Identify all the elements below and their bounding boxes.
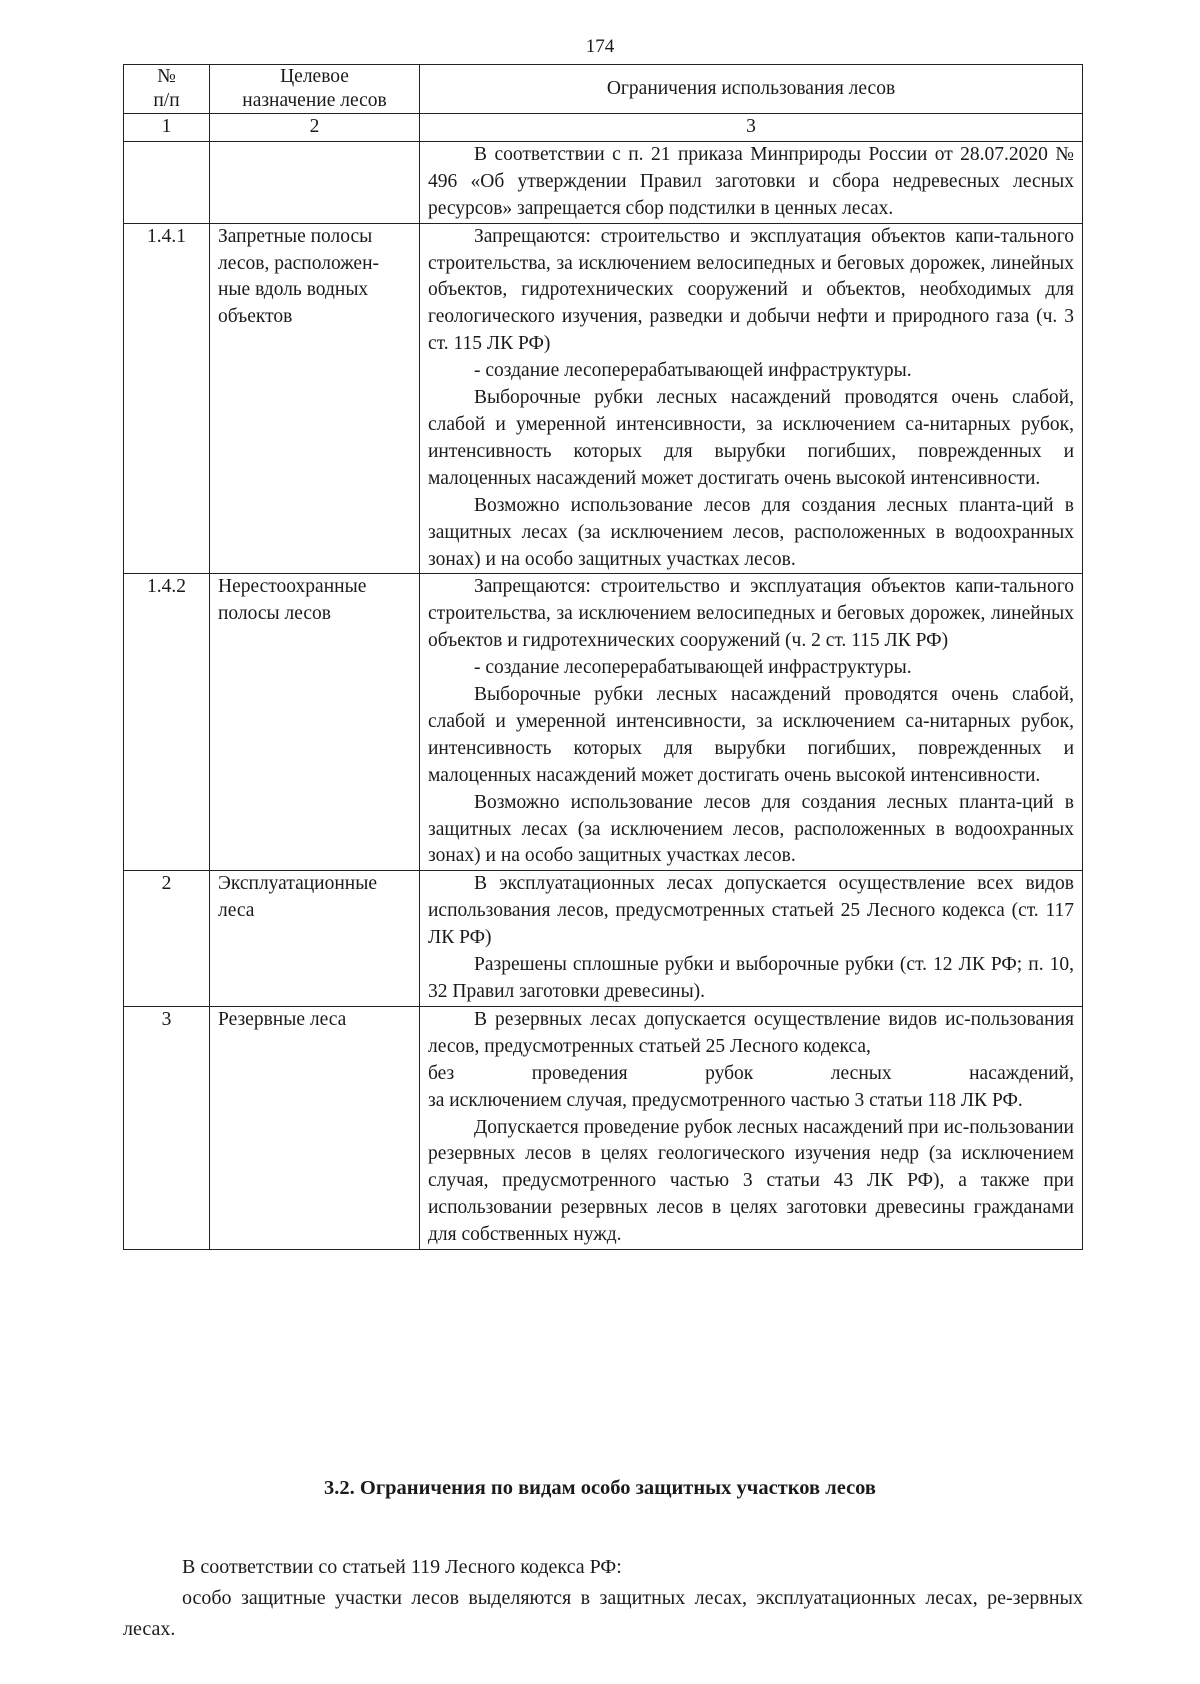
- row-number: 2: [124, 871, 210, 1007]
- column-number: 2: [210, 114, 420, 142]
- row-number: 1.4.2: [124, 574, 210, 871]
- row-restrictions: [420, 871, 1083, 1007]
- row-purpose: [210, 141, 420, 223]
- table-row: [124, 574, 1083, 871]
- row-purpose: Эксплуатационные леса: [210, 871, 420, 1007]
- column-number: 1: [124, 114, 210, 142]
- row-restrictions: [420, 1006, 1083, 1249]
- column-number-row: [124, 114, 1083, 142]
- forest-restrictions-table: [123, 64, 1083, 1250]
- header-purpose: Целевое назначение лесов: [210, 65, 420, 114]
- restriction-paragraph: В резервных лесах допускается осуществление видов ис-пользования лесов, предусмотренных статьей 25 Лесного кодекса,: [428, 1008, 1074, 1057]
- row-restrictions: [420, 141, 1083, 223]
- row-number: 1.4.1: [124, 223, 210, 574]
- table-row: [124, 223, 1083, 574]
- row-number: 3: [124, 1006, 210, 1249]
- table-row: [124, 141, 1083, 223]
- row-purpose: Резервные леса: [210, 1006, 420, 1249]
- section-heading: 3.2. Ограничения по видам особо защитных участков лесов: [324, 1477, 876, 1499]
- restriction-paragraph: Возможно использование лесов для создания лесных планта-ций в защитных лесах (за исключением лесов, расположенных в водоохранных зонах) и на особо защитных участках лесов.: [428, 791, 1074, 867]
- table-row: [124, 1006, 1083, 1249]
- restriction-paragraph: Возможно использование лесов для создания лесных планта-ций в защитных лесах (за исключением лесов, расположенных в водоохранных зонах) и на особо защитных участках лесов.: [428, 494, 1074, 570]
- body-paragraph: В соответствии со статьей 119 Лесного кодекса РФ:: [182, 1556, 622, 1578]
- header-num: № п/п: [124, 65, 210, 114]
- restriction-paragraph: Разрешены сплошные рубки и выборочные рубки (ст. 12 ЛК РФ; п. 10, 32 Правил заготовки древесины).: [428, 954, 1074, 1002]
- table-header-row: [124, 65, 1083, 114]
- restriction-paragraph: Допускается проведение рубок лесных насаждений при ис-пользовании резервных лесов в целях геологического изучения недр (за исключением случая, предусмотренного частью 3 статьи 43 ЛК РФ), а также при использовании резервных лесов в целях заготовки древесины гражданами для собственных нужд.: [428, 1116, 1074, 1246]
- page-number: 174: [585, 36, 615, 57]
- row-number: [124, 141, 210, 223]
- row-purpose: Нерестоохранные полосы лесов: [210, 574, 420, 871]
- restriction-paragraph: за исключением случая, предусмотренного частью 3 статьи 118 ЛК РФ.: [428, 1089, 1023, 1111]
- body-paragraph: особо защитные участки лесов выделяются в защитных лесах, эксплуатационных лесах, ре-зервных лесах.: [123, 1587, 1083, 1640]
- restriction-paragraph: Запрещаются: строительство и эксплуатация объектов капи-тального строительства, за исключением велосипедных и беговых дорожек, линейных объектов, гидротехнических сооружений и объектов, необходимых для геологического изучения, разведки и добычи нефти и природного газа (ч. 3 ст. 115 ЛК РФ): [428, 225, 1074, 355]
- restriction-paragraph: Выборочные рубки лесных насаждений проводятся очень слабой, слабой и умеренной интенсивности, за исключением са-нитарных рубок, интенсивность которых для вырубки погибших, поврежденных и малоценных насаждений может достигать очень высокой интенсивности.: [428, 684, 1074, 786]
- column-number: 3: [420, 114, 1083, 142]
- row-purpose: Запретные полосы лесов, расположен-ные вдоль водных объектов: [210, 223, 420, 574]
- section-body: [123, 1552, 1083, 1645]
- restriction-paragraph: Выборочные рубки лесных насаждений проводятся очень слабой, слабой и умеренной интенсивности, за исключением са-нитарных рубок, интенсивность которых для вырубки погибших, поврежденных и малоценных насаждений может достигать очень высокой интенсивности.: [428, 387, 1074, 489]
- restriction-paragraph: В соответствии с п. 21 приказа Минприроды России от 28.07.2020 № 496 «Об утверждении Правил заготовки и сбора недревесных лесных ресурсов» запрещается сбор подстилки в ценных лесах.: [428, 143, 1074, 219]
- restriction-paragraph: без проведения рубок лесных насаждений,: [428, 1062, 1074, 1084]
- row-restrictions: [420, 223, 1083, 574]
- table-row: [124, 871, 1083, 1007]
- restriction-paragraph: В эксплуатационных лесах допускается осуществление всех видов использования лесов, предусмотренных статьей 25 Лесного кодекса (ст. 117 ЛК РФ): [428, 873, 1074, 949]
- restriction-paragraph: - создание лесоперерабатывающей инфраструктуры.: [474, 360, 912, 382]
- restriction-paragraph: - создание лесоперерабатывающей инфраструктуры.: [474, 657, 912, 679]
- header-restrictions: Ограничения использования лесов: [420, 65, 1083, 114]
- row-restrictions: [420, 574, 1083, 871]
- restriction-paragraph: Запрещаются: строительство и эксплуатация объектов капи-тального строительства, за исключением велосипедных и беговых дорожек, линейных объектов и гидротехнических сооружений (ч. 2 ст. 115 ЛК РФ): [428, 576, 1074, 652]
